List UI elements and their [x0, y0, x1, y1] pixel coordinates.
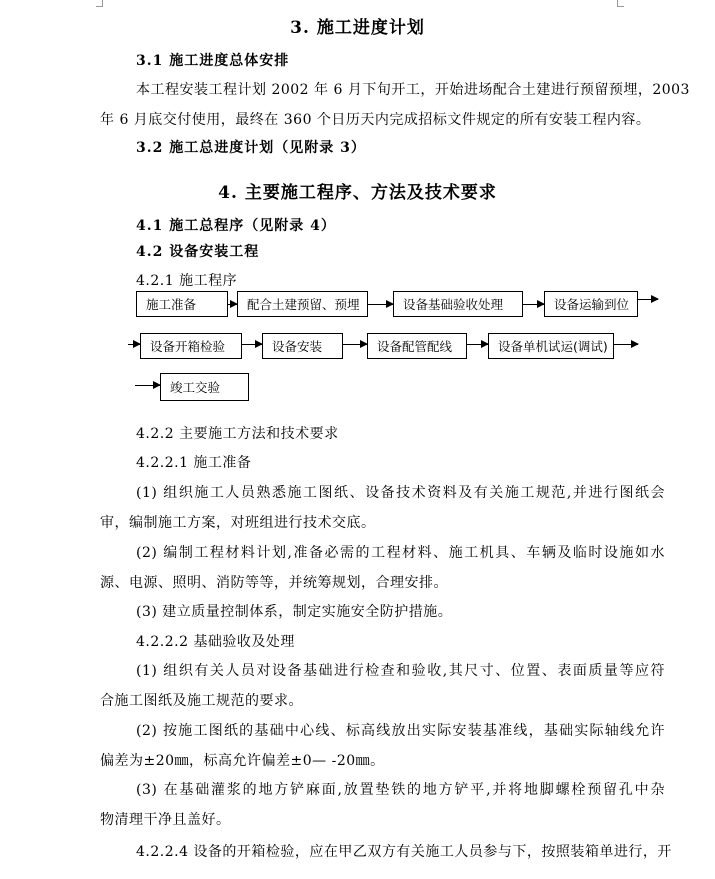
section-4-2-2-title: 4.2.2 主要施工方法和技术要求 [136, 426, 339, 442]
prep-item-2-line-2: 源、电源、照明、消防等等，并统筹规划，合理安排。 [100, 575, 448, 591]
flow-arrow [135, 385, 160, 386]
foundation-item-1-line-2: 合施工图纸及施工规范的要求。 [100, 693, 303, 709]
foundation-item-2-line-1: (2) 按施工图纸的基础中心线、标高线放出实际安装基准线，基础实际轴线允许 [136, 723, 665, 739]
flow-step-foundation-acceptance: 设备基础验收处理 [393, 291, 523, 317]
section-4-2-title: 4.2 设备安装工程 [136, 244, 260, 260]
unpacking-paragraph-line-1: 4.2.2.4 设备的开箱检验，应在甲乙双方有关施工人员参与下，按照装箱单进行，开 [136, 844, 672, 860]
section-4-2-2-2-title: 4.2.2.2 基础验收及处理 [136, 634, 295, 650]
flow-step-completion-handover: 竣工交验 [160, 373, 249, 401]
flow-arrow [368, 304, 393, 305]
flow-arrow [343, 344, 367, 345]
prep-item-1-line-1: (1) 组织施工人员熟悉施工图纸、设备技术资料及有关施工规范,并进行图纸会 [136, 485, 665, 501]
section-3-title: 3. 施工进度计划 [290, 18, 425, 38]
page-corner-mark-left [96, 0, 103, 7]
flow-arrow [242, 344, 262, 345]
flow-step-transport: 设备运输到位 [544, 291, 638, 317]
flow-arrow [467, 344, 488, 345]
page-corner-mark-right [617, 0, 624, 7]
section-3-1-paragraph-line-2: 年 6 月底交付使用，最终在 360 个日历天内完成招标文件规定的所有安装工程内容。 [100, 112, 651, 128]
section-4-2-1-title: 4.2.1 施工程序 [136, 273, 238, 289]
flow-arrow [638, 299, 658, 300]
section-4-2-2-1-title: 4.2.2.1 施工准备 [136, 455, 252, 471]
flow-step-construction-prep: 施工准备 [136, 291, 228, 317]
flow-step-civil-embedding: 配合土建预留、预埋 [237, 291, 368, 317]
section-3-2-title: 3.2 施工总进度计划（见附录 3） [136, 140, 366, 156]
prep-item-1-line-2: 审，编制施工方案，对班组进行技术交底。 [100, 515, 376, 531]
flow-arrow [228, 304, 237, 305]
flow-step-trial-run: 设备单机试运(调试) [488, 333, 614, 359]
flow-arrow [614, 344, 638, 345]
prep-item-2-line-1: (2) 编制工程材料计划,准备必需的工程材料、施工机具、车辆及临时设施如水 [136, 545, 665, 561]
section-3-1-title: 3.1 施工进度总体安排 [136, 53, 290, 69]
section-4-title: 4. 主要施工程序、方法及技术要求 [218, 183, 497, 203]
flow-arrow [523, 304, 544, 305]
foundation-item-1-line-1: (1) 组织有关人员对设备基础进行检查和验收,其尺寸、位置、表面质量等应符 [136, 663, 665, 679]
foundation-item-2-line-2: 偏差为±20㎜，标高允许偏差±0— -20㎜。 [100, 753, 385, 769]
section-3-1-paragraph-line-1: 本工程安装工程计划 2002 年 6 月下旬开工，开始进场配合土建进行预留预埋，2003 [136, 82, 690, 98]
foundation-item-3-line-2: 物清理干净且盖好。 [100, 812, 231, 828]
section-4-1-title: 4.1 施工总程序（见附录 4） [136, 218, 336, 234]
flow-step-unpacking-inspection: 设备开箱检验 [140, 333, 242, 359]
foundation-item-3-line-1: (3) 在基础灌浆的地方铲麻面,放置垫铁的地方铲平,并将地脚螺栓预留孔中杂 [136, 782, 665, 798]
flow-step-piping-wiring: 设备配管配线 [367, 333, 467, 359]
flow-step-installation: 设备安装 [262, 333, 343, 359]
flow-arrow [128, 344, 140, 345]
prep-item-3-line-1: (3) 建立质量控制体系，制定实施安全防护措施。 [136, 604, 453, 620]
